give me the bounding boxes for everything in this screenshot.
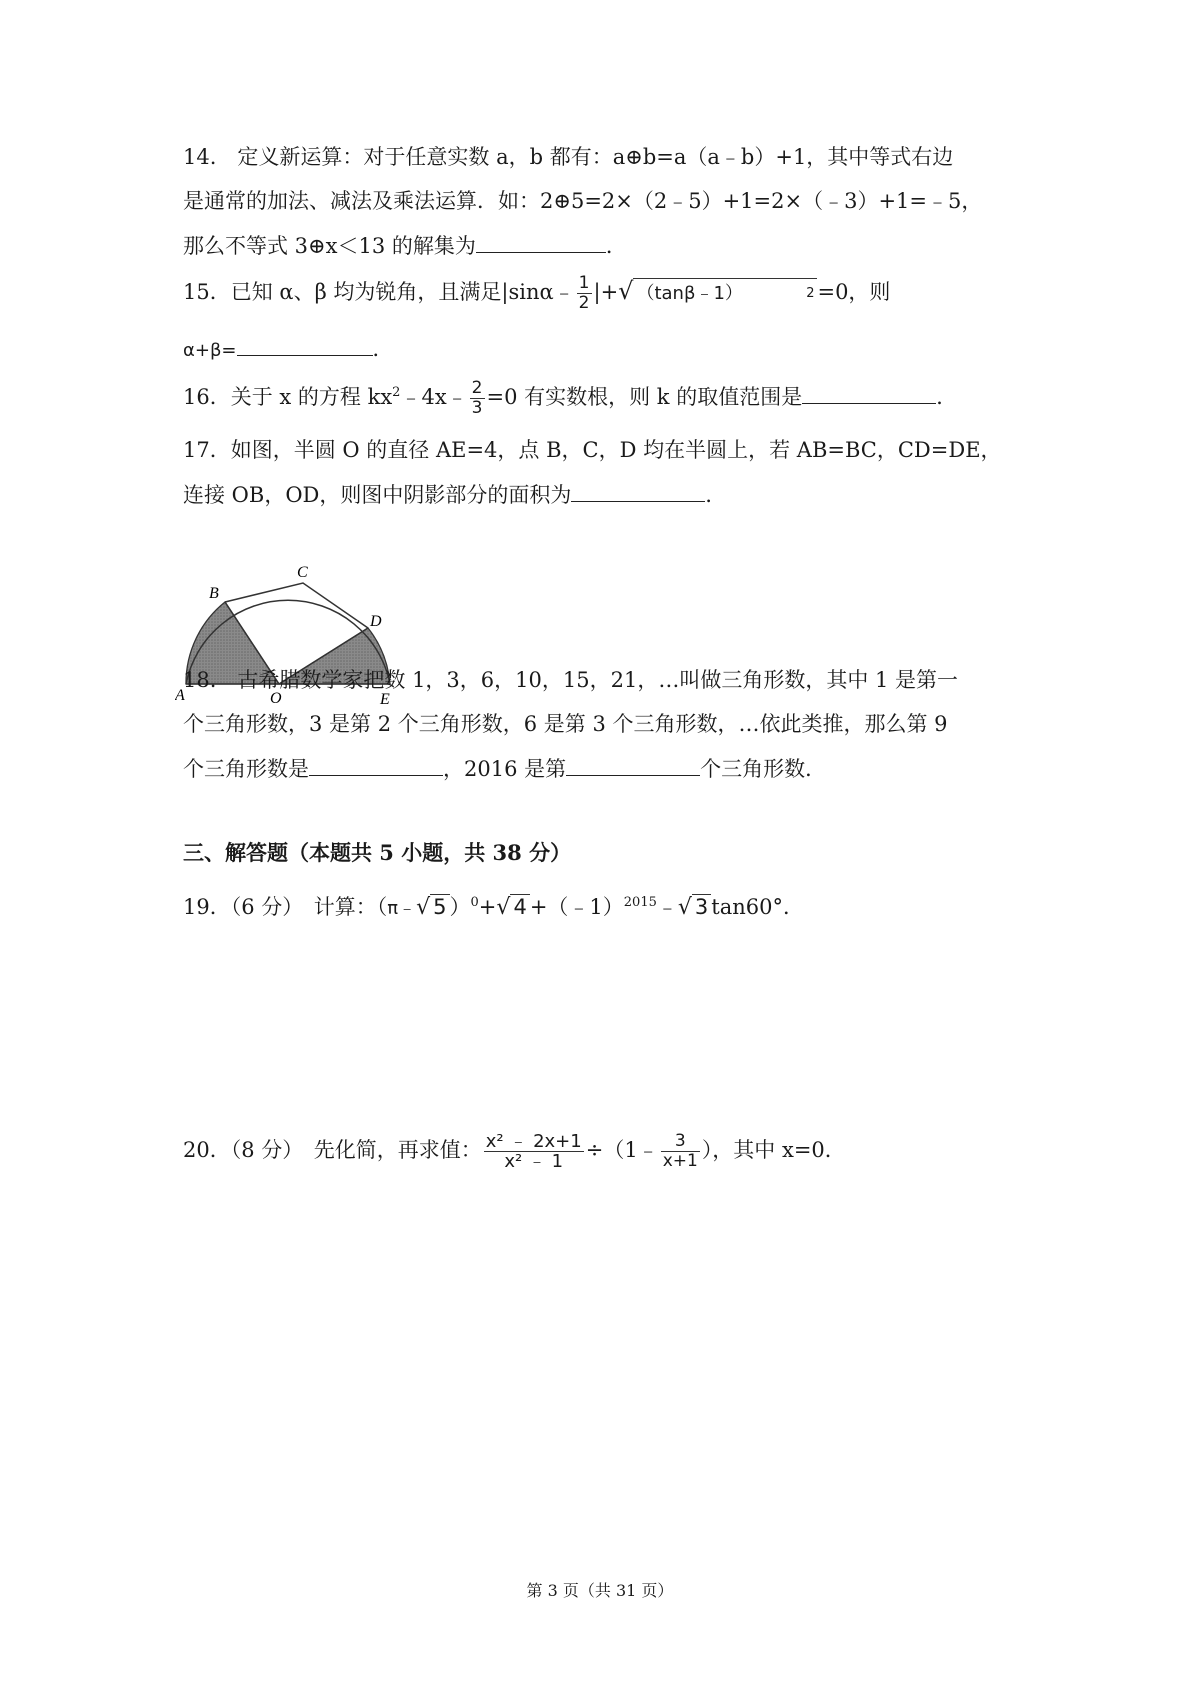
fraction-main [484, 1132, 584, 1171]
fraction-second [661, 1132, 700, 1171]
q18-text-b: ，2016 是第 [443, 757, 567, 781]
fraction-numerator: 2 [471, 378, 483, 398]
radicand-3: 3 [692, 894, 711, 919]
q14-line3 [183, 230, 627, 261]
q18-text-c: 个三角形数． [700, 757, 827, 781]
page-footer: 第 3 页（共 31 页） [526, 1581, 674, 1600]
q16-prefix: 16．关于 x 的方程 kx [183, 385, 393, 409]
q19-prefix: 19．（6 分） 计算：（ [183, 895, 388, 919]
q15-mid: |+ [593, 280, 619, 304]
section-heading: 三、解答题（本题共 5 小题，共 38 分） [183, 840, 572, 865]
q17-text: 连接 OB，OD，则图中阴影部分的面积为 [183, 483, 572, 507]
q20-line [183, 1132, 846, 1171]
fraction-numerator: 1 [578, 273, 590, 293]
fraction-numerator: x² ﹣ 2x+1 [485, 1131, 582, 1152]
q14-line2: 是通常的加法、减法及乘法运算．如：2⊕5=2×（2﹣5）+1=2×（﹣3）+1=﹣5， [183, 189, 983, 213]
q16-period: ． [936, 385, 958, 409]
fraction [577, 274, 592, 313]
fraction-denominator: 3 [471, 398, 483, 418]
q15-period: ． [372, 337, 394, 361]
q15-prefix: 15．已知 α、β 均为锐角，且满足|sinα﹣ [183, 280, 575, 304]
fraction-numerator: 3 [661, 1132, 700, 1152]
label-d: D [370, 613, 382, 630]
label-a: A [175, 687, 185, 704]
q19-line [183, 888, 804, 924]
q17-line2 [183, 479, 726, 510]
q15-suffix: =0，则 [817, 280, 891, 304]
q20-suffix: ），其中 x=0． [701, 1138, 846, 1162]
q17-period: ． [705, 483, 727, 507]
answer-blank[interactable] [476, 230, 606, 253]
answer-blank[interactable] [237, 333, 373, 356]
q14-line1: 14. 定义新运算：对于任意实数 a，b 都有：a⊕b=a（a﹣b）+1，其中等式右边 [183, 145, 954, 169]
q18-line3 [183, 753, 826, 784]
q16-suffix: =0 有实数根，则 k 的取值范围是 [486, 385, 803, 409]
minus: ﹣ [656, 895, 678, 919]
exponent-2015: 2015 [623, 895, 657, 910]
exponent: 2 [806, 286, 815, 301]
q14-period: ． [605, 234, 627, 258]
fraction-denominator: 2 [578, 293, 590, 313]
pi-minus: π﹣ [387, 898, 417, 919]
q18-line2: 个三角形数，3 是第 2 个三角形数，6 是第 3 个三角形数，…依此类推，那么第 9 [183, 712, 948, 736]
chords-bcd [225, 583, 368, 628]
q19-close: ） [449, 895, 471, 919]
radicand-5: 5 [430, 894, 449, 919]
q16-line [183, 378, 957, 418]
square-root-5: √ 5 [416, 892, 449, 923]
q20-prefix: 20．（8 分） 先化简，再求值： [183, 1138, 482, 1162]
square-root: √ （tanβ﹣1） 2 [618, 276, 817, 309]
fraction-denominator: x² ﹣ 1 [504, 1151, 564, 1172]
answer-blank[interactable] [571, 479, 705, 502]
label-b: B [209, 585, 219, 602]
answer-blank[interactable] [802, 381, 936, 404]
q15-line2 [183, 333, 394, 366]
answer-blank-2[interactable] [566, 753, 700, 776]
exponent-0: 0 [470, 895, 479, 910]
answer-blank-1[interactable] [309, 753, 443, 776]
label-o: O [270, 690, 282, 707]
q18-text-a: 个三角形数是 [183, 757, 309, 781]
q19-mid: +（﹣1） [529, 895, 624, 919]
radicand: （tanβ﹣1） [636, 283, 743, 304]
fraction-denominator: x+1 [662, 1151, 698, 1171]
q20-mid: ÷（1﹣ [585, 1138, 659, 1162]
exponent: 2 [392, 385, 401, 400]
radicand-4: 4 [510, 894, 529, 919]
square-root-3: √ 3 [678, 892, 711, 923]
fraction [470, 379, 485, 418]
q17-line1: 17．如图，半圆 O 的直径 AE=4，点 B，C，D 均在半圆上，若 AB=BC，CD=DE， [183, 438, 1002, 462]
label-c: C [297, 564, 308, 581]
q18-line1: 18. 古希腊数学家把数 1，3，6，10，15，21，…叫做三角形数，其中 1 是第一 [183, 668, 959, 692]
q16-mid: ﹣4x﹣ [400, 385, 468, 409]
plus: + [478, 895, 497, 919]
square-root-4: √ 4 [496, 892, 529, 923]
label-e: E [380, 691, 390, 708]
q15-answer-label: α+β= [183, 340, 237, 361]
q19-suffix: tan60°． [711, 895, 804, 919]
q15-line1 [183, 274, 890, 313]
q14-text: 那么不等式 3⊕x＜13 的解集为 [183, 234, 476, 258]
